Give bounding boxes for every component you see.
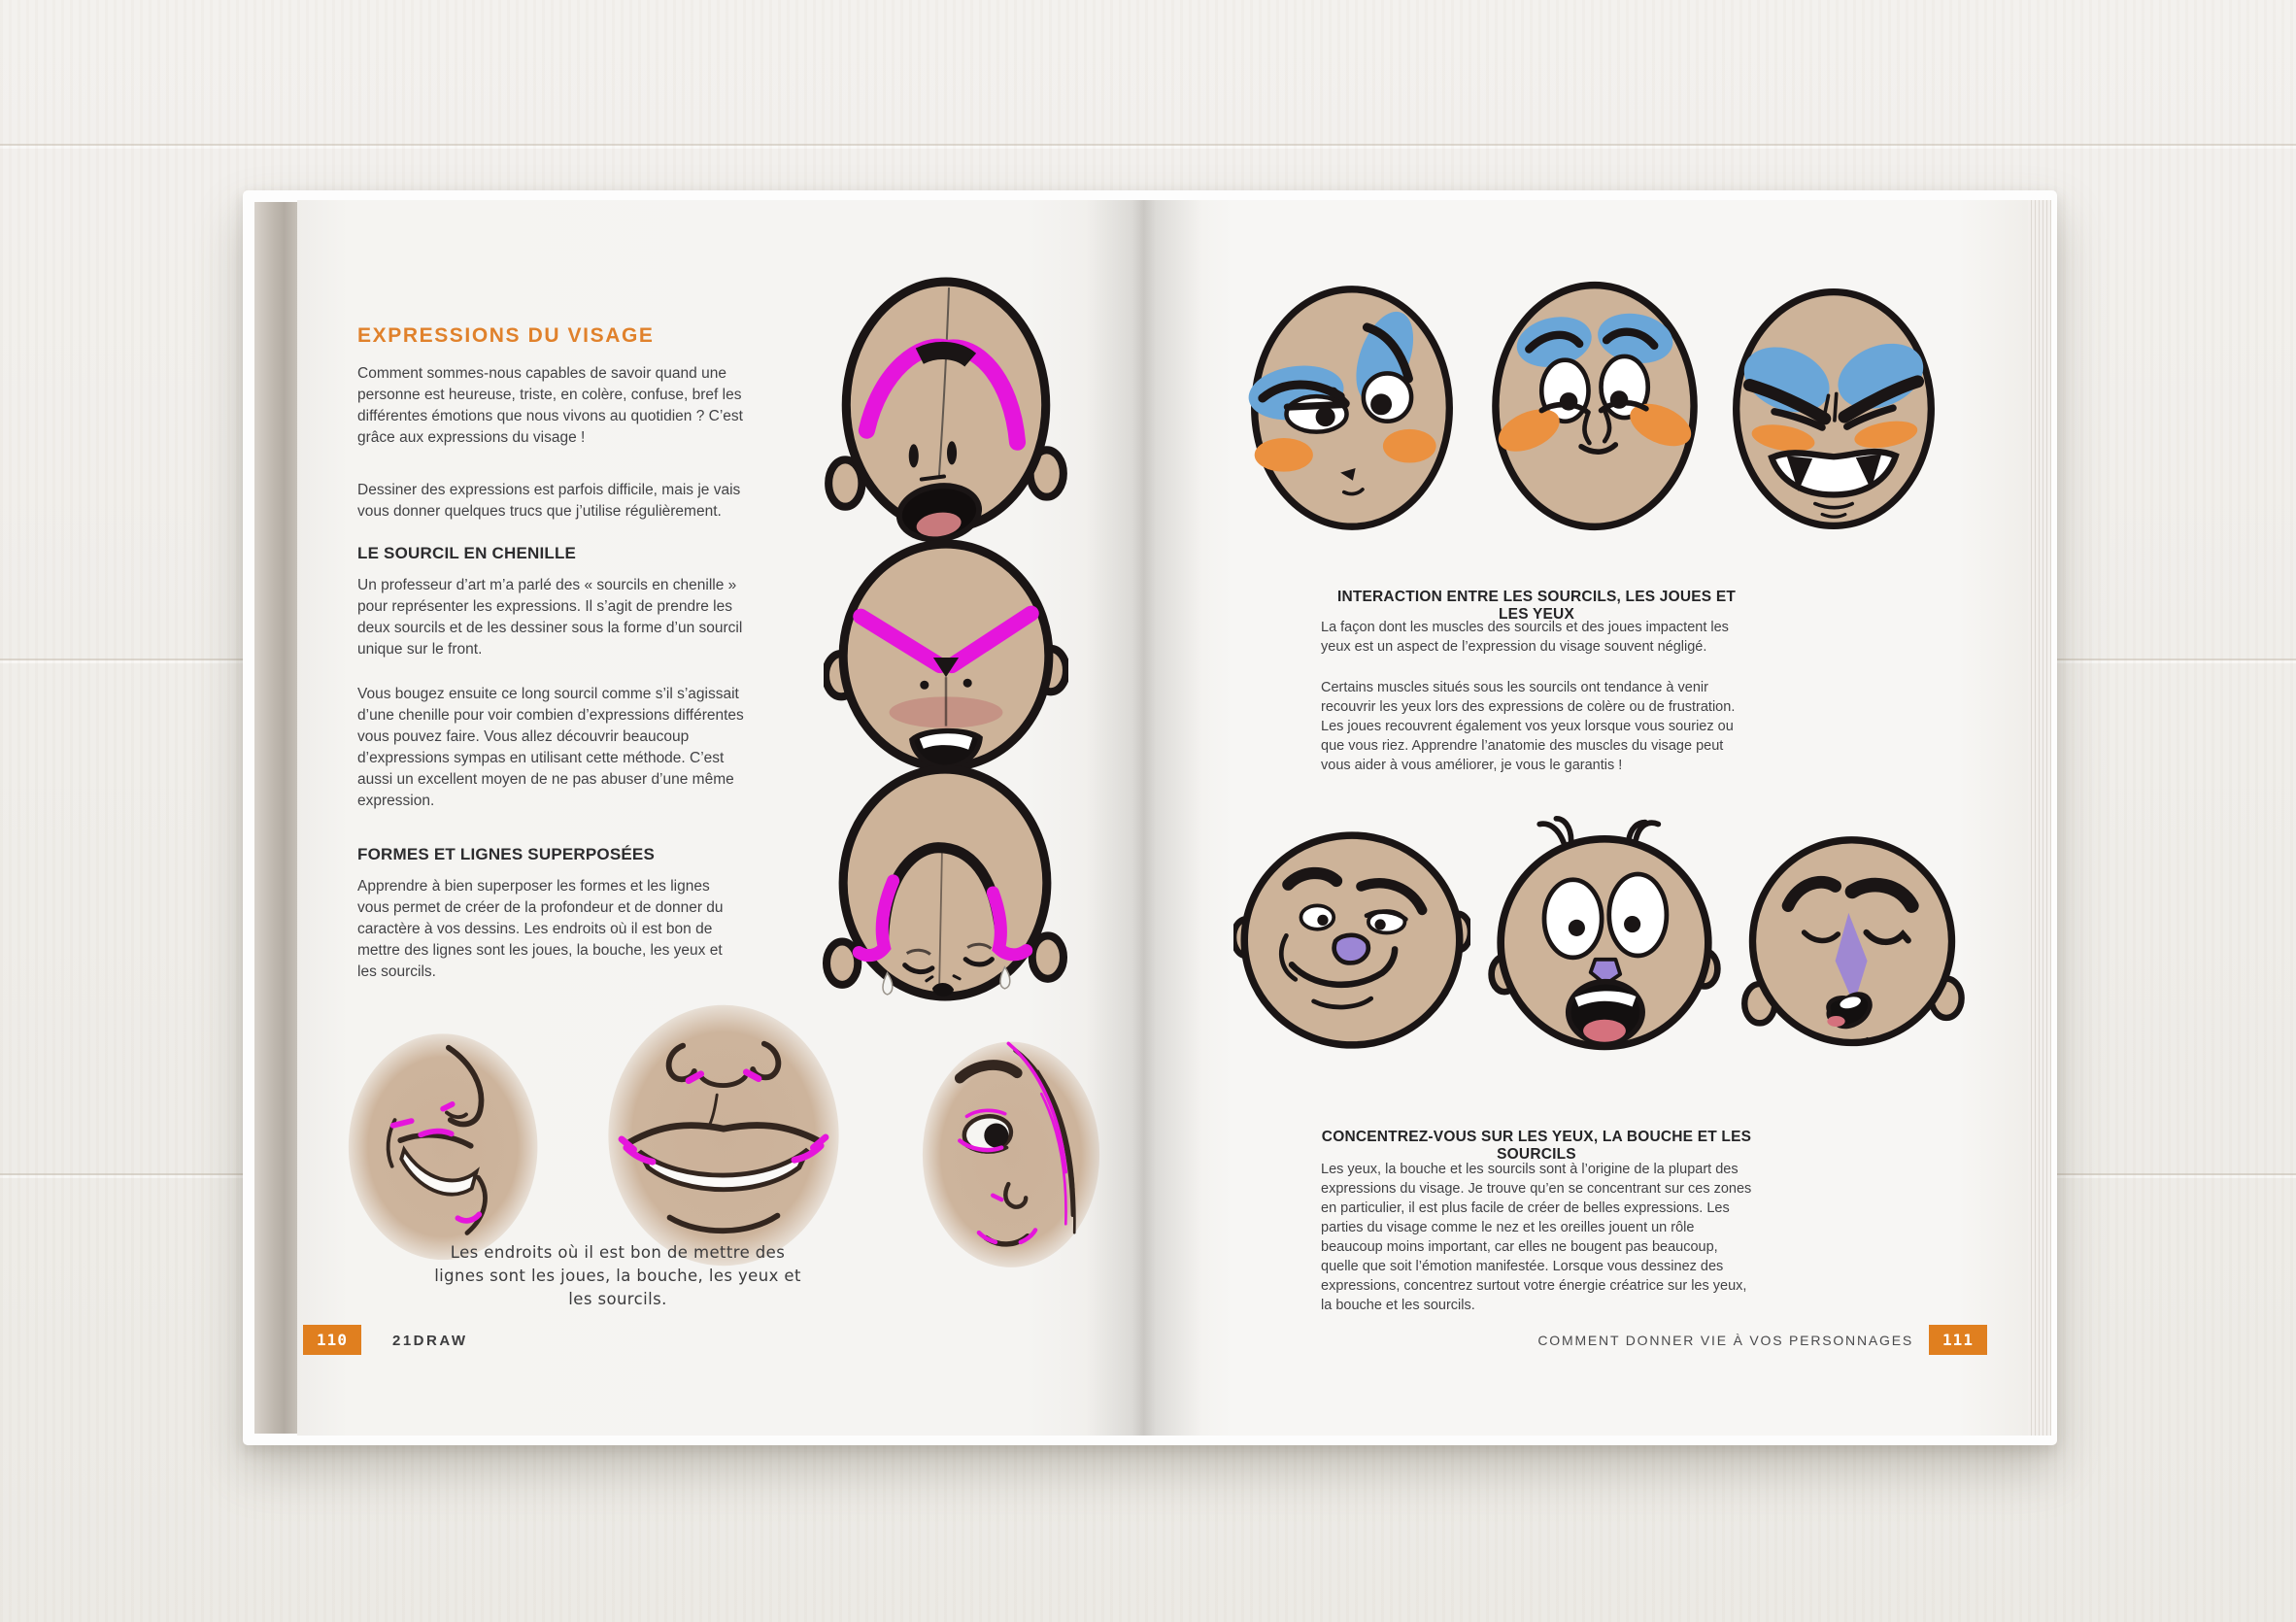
section-heading-formes-lignes: FORMES ET LIGNES SUPERPOSÉES (357, 845, 655, 863)
page-number-badge-left: 110 (303, 1325, 361, 1355)
chapter-footer-title: COMMENT DONNER VIE À VOS PERSONNAGES (1537, 1333, 1913, 1348)
round-face-sleepy-illustration (1737, 826, 1968, 1061)
page-number-badge-right: 111 (1929, 1325, 1987, 1355)
section1-paragraph-1: Un professeur d’art m’a parlé des « sourcils en chenille » pour représenter les expressions. Il s’agit de prendre les deux sourcils et de les dessiner sous la forme d’un sourcil unique sur le front. (357, 577, 743, 658)
right-section2-heading: CONCENTREZ-VOUS SUR LES YEUX, LA BOUCHE ET LES SOURCILS (1321, 1129, 1752, 1163)
intro-paragraph-2: Dessiner des expressions est parfois difficile, mais je vais vous donner quelques trucs que j’utilise régulièrement. (357, 482, 741, 520)
section-heading-sourcil-chenille: LE SOURCIL EN CHENILLE (357, 544, 577, 562)
brand-footer: 21DRAW (392, 1333, 468, 1349)
front-lips-smile-sketch-illustration (565, 998, 882, 1272)
right-page (1144, 200, 2028, 1436)
right-section2-paragraph-1: Les yeux, la bouche et les sourcils sont à l’origine de la plupart des expressions du visage. Je trouve qu’en se concentrant sur ces zones en particulier, il est plus facile de créer de belles expressions. Les parties du visage comme le nez et les oreilles jouent un rôle beaucoup moins important, car elles ne bougent pas beaucoup, quelle que soit l’émotion manifestée. Lorsque vous dessinez des expressions, concentrez surtout votre énergie créatrice sur les yeux, la bouche et les sourcils. (1321, 1162, 1752, 1313)
page-title: EXPRESSIONS DU VISAGE (357, 324, 655, 347)
egg-face-furious-illustration (1723, 278, 1944, 540)
bald-head-angry-unibrow-illustration (824, 538, 1068, 773)
round-face-smug-illustration (1233, 824, 1470, 1057)
left-page (297, 200, 1144, 1436)
bald-head-sad-tears-illustration (822, 763, 1068, 1002)
girl-three-quarter-face-sketch-illustration (907, 1014, 1115, 1274)
profile-smile-sketch-illustration (338, 1022, 554, 1263)
section2-paragraph-1: Apprendre à bien superposer les formes et les lignes vous permet de créer de la profondeur et de donner du caractère à vos dessins. Les endroits où il est bon de mettre des lignes sont les joues, la bouche, les yeux et les sourcils. (357, 878, 724, 980)
section1-paragraph-2: Vous bougez ensuite ce long sourcil comme s’il s’agissait d’une chenille pour voir combien d’expressions différentes vous pouvez faire. Vous allez découvrir beaucoup d’expressions sympas en utilisant cette méthode. C’est aussi un excellent moyen de ne pas abuser d’une même expression. (357, 686, 744, 809)
handwritten-caption: Les endroits où il est bon de mettre des lignes sont les joues, la bouche, les yeux et les sourcils. (434, 1243, 801, 1308)
egg-face-happy-illustration (1482, 272, 1707, 540)
right-section1-paragraph-2: Certains muscles situés sous les sourcils ont tendance à venir recouvrir les yeux lors des expressions de colère ou de frustration. Les joues recouvrent également vos yeux lorsque vous souriez ou que vous riez. Apprendre l’anatomie des muscles du visage peut vous aider à vous améliorer, je vous le garantis ! (1321, 680, 1736, 773)
right-section1-heading: INTERACTION ENTRE LES SOURCILS, LES JOUES ET LES YEUX (1336, 589, 1737, 623)
book-cover-inner-edge (254, 202, 297, 1434)
intro-paragraph-1: Comment sommes-nous capables de savoir quand une personne est heureuse, triste, en colère, confuse, bref les différentes émotions que nous vivons au quotidien ? C’est grâce aux expressions du visage ! (357, 365, 743, 446)
right-section1-paragraph-1: La façon dont les muscles des sourcils et des joues impactent les yeux est un aspect de l’expression du visage souvent négligé. (1321, 620, 1729, 655)
page-stack-edge (2028, 200, 2051, 1436)
egg-face-skeptical-illustration (1241, 276, 1463, 540)
open-book (243, 190, 2057, 1445)
round-face-shocked-illustration (1484, 812, 1725, 1059)
bald-head-looking-up-unibrow-illustration (822, 272, 1070, 546)
